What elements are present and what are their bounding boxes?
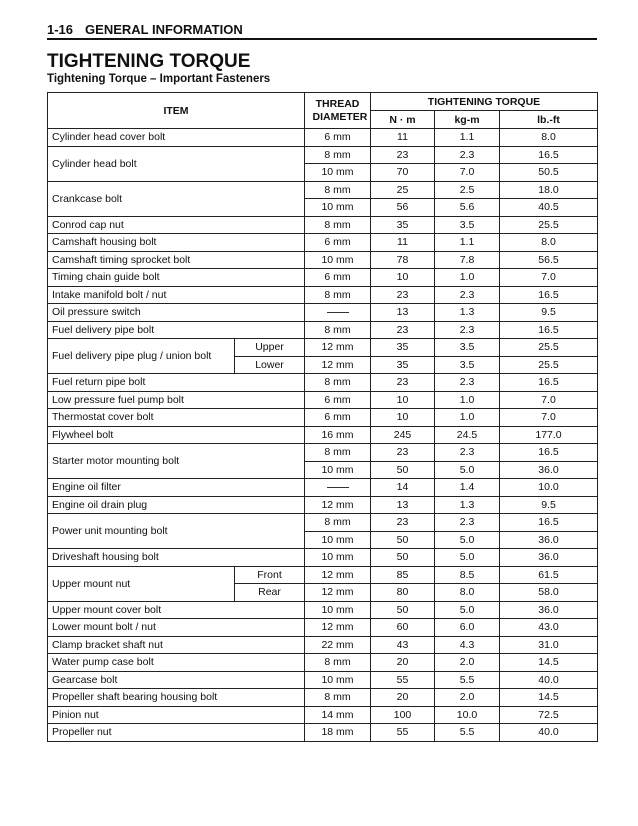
torque-lbft-cell: 8.0 [500,234,598,252]
item-cell: Water pump case bolt [48,654,305,672]
thread-cell: 18 mm [305,724,371,742]
table-row [48,251,598,269]
torque-kgm-cell: 1.1 [435,234,500,252]
item-cell: Upper mount nut [48,566,235,601]
thread-cell: 8 mm [305,514,371,532]
thread-cell: 6 mm [305,234,371,252]
torque-kgm-cell: 5.0 [435,531,500,549]
torque-nm-cell: 50 [371,601,435,619]
item-cell: Engine oil drain plug [48,496,305,514]
dash-mark [327,487,349,488]
torque-nm-cell: 85 [371,566,435,584]
torque-kgm-cell: 2.3 [435,286,500,304]
thread-cell: 22 mm [305,636,371,654]
torque-nm-cell: 11 [371,129,435,147]
torque-kgm-cell: 2.3 [435,374,500,392]
torque-lbft-cell: 50.5 [500,164,598,182]
table-row [48,671,598,689]
thread-cell: 14 mm [305,706,371,724]
item-cell: Clamp bracket shaft nut [48,636,305,654]
torque-lbft-cell: 14.5 [500,654,598,672]
page-header [47,22,597,40]
item-cell: Propeller nut [48,724,305,742]
torque-kgm-cell: 3.5 [435,216,500,234]
torque-lbft-cell: 16.5 [500,374,598,392]
item-cell: Gearcase bolt [48,671,305,689]
torque-kgm-cell: 1.1 [435,129,500,147]
torque-kgm-cell: 7.0 [435,164,500,182]
item-cell: Fuel return pipe bolt [48,374,305,392]
table-row [48,181,598,199]
table-row [48,549,598,567]
torque-kgm-cell: 2.3 [435,321,500,339]
torque-kgm-cell: 1.3 [435,304,500,322]
item-cell: Pinion nut [48,706,305,724]
thread-cell: 10 mm [305,164,371,182]
torque-nm-cell: 11 [371,234,435,252]
table-row [48,321,598,339]
table-row [48,689,598,707]
torque-nm-cell: 13 [371,304,435,322]
torque-lbft-cell: 18.0 [500,181,598,199]
header-unit-nm: N · m [371,111,435,129]
table-row [48,286,598,304]
torque-lbft-cell: 7.0 [500,269,598,287]
torque-kgm-cell: 1.3 [435,496,500,514]
torque-lbft-cell: 25.5 [500,216,598,234]
torque-lbft-cell: 56.5 [500,251,598,269]
torque-lbft-cell: 16.5 [500,286,598,304]
header-unit-kgm: kg-m [435,111,500,129]
table-row [48,409,598,427]
torque-kgm-cell: 2.5 [435,181,500,199]
thread-cell: 10 mm [305,199,371,217]
item-cell: Lower mount bolt / nut [48,619,305,637]
table-row [48,129,598,147]
thread-cell: 6 mm [305,269,371,287]
torque-nm-cell: 50 [371,549,435,567]
torque-lbft-cell: 7.0 [500,391,598,409]
thread-cell: 12 mm [305,619,371,637]
thread-cell [305,479,371,497]
torque-nm-cell: 23 [371,321,435,339]
thread-cell: 8 mm [305,374,371,392]
item-cell: Cylinder head cover bolt [48,129,305,147]
position-cell: Rear [235,584,305,602]
table-row [48,339,598,357]
item-cell: Cylinder head bolt [48,146,305,181]
torque-nm-cell: 10 [371,269,435,287]
torque-lbft-cell: 40.5 [500,199,598,217]
thread-cell: 8 mm [305,321,371,339]
thread-cell: 12 mm [305,584,371,602]
torque-kgm-cell: 5.0 [435,601,500,619]
torque-nm-cell: 23 [371,444,435,462]
torque-nm-cell: 13 [371,496,435,514]
header-thread-diameter [305,93,371,129]
torque-lbft-cell: 36.0 [500,531,598,549]
torque-nm-cell: 55 [371,671,435,689]
torque-nm-cell: 50 [371,531,435,549]
thread-cell: 12 mm [305,339,371,357]
table-row [48,234,598,252]
torque-lbft-cell: 7.0 [500,409,598,427]
thread-cell [305,304,371,322]
torque-nm-cell: 80 [371,584,435,602]
thread-cell: 10 mm [305,671,371,689]
table-row [48,304,598,322]
table-row [48,146,598,164]
torque-lbft-cell: 16.5 [500,321,598,339]
item-cell: Timing chain guide bolt [48,269,305,287]
item-cell: Power unit mounting bolt [48,514,305,549]
torque-kgm-cell: 5.5 [435,724,500,742]
thread-cell: 10 mm [305,531,371,549]
torque-nm-cell: 35 [371,356,435,374]
thread-cell: 10 mm [305,601,371,619]
item-cell: Fuel delivery pipe bolt [48,321,305,339]
page-subtitle: Tightening Torque – Important Fasteners [47,73,271,85]
torque-lbft-cell: 72.5 [500,706,598,724]
torque-kgm-cell: 2.3 [435,146,500,164]
torque-nm-cell: 10 [371,409,435,427]
item-cell: Camshaft timing sprocket bolt [48,251,305,269]
torque-nm-cell: 50 [371,461,435,479]
torque-kgm-cell: 5.6 [435,199,500,217]
thread-cell: 10 mm [305,461,371,479]
torque-table-body [48,129,598,742]
torque-nm-cell: 100 [371,706,435,724]
torque-kgm-cell: 3.5 [435,356,500,374]
torque-lbft-cell: 8.0 [500,129,598,147]
torque-kgm-cell: 8.0 [435,584,500,602]
torque-table [47,92,598,742]
torque-kgm-cell: 5.0 [435,461,500,479]
table-row [48,514,598,532]
item-cell: Propeller shaft bearing housing bolt [48,689,305,707]
table-row [48,426,598,444]
item-cell: Engine oil filter [48,479,305,497]
table-row [48,636,598,654]
thread-cell: 16 mm [305,426,371,444]
torque-nm-cell: 10 [371,391,435,409]
torque-nm-cell: 245 [371,426,435,444]
thread-cell: 8 mm [305,146,371,164]
item-cell: Low pressure fuel pump bolt [48,391,305,409]
item-cell: Oil pressure switch [48,304,305,322]
torque-kgm-cell: 2.0 [435,689,500,707]
torque-kgm-cell: 1.4 [435,479,500,497]
item-cell: Fuel delivery pipe plug / union bolt [48,339,235,374]
item-cell: Thermostat cover bolt [48,409,305,427]
item-cell: Starter motor mounting bolt [48,444,305,479]
torque-nm-cell: 43 [371,636,435,654]
page-title: TIGHTENING TORQUE [47,51,251,72]
thread-cell: 8 mm [305,689,371,707]
item-cell: Upper mount cover bolt [48,601,305,619]
table-row [48,566,598,584]
header-tightening-torque: TIGHTENING TORQUE [371,93,598,111]
torque-kgm-cell: 7.8 [435,251,500,269]
torque-nm-cell: 56 [371,199,435,217]
table-row [48,601,598,619]
torque-lbft-cell: 16.5 [500,514,598,532]
torque-nm-cell: 55 [371,724,435,742]
torque-lbft-cell: 36.0 [500,601,598,619]
table-row [48,374,598,392]
torque-nm-cell: 70 [371,164,435,182]
thread-cell: 6 mm [305,409,371,427]
torque-kgm-cell: 1.0 [435,391,500,409]
torque-lbft-cell: 16.5 [500,146,598,164]
item-cell: Flywheel bolt [48,426,305,444]
torque-lbft-cell: 61.5 [500,566,598,584]
thread-cell: 8 mm [305,444,371,462]
position-cell: Upper [235,339,305,357]
torque-lbft-cell: 177.0 [500,426,598,444]
torque-lbft-cell: 58.0 [500,584,598,602]
torque-lbft-cell: 16.5 [500,444,598,462]
torque-lbft-cell: 9.5 [500,496,598,514]
torque-nm-cell: 35 [371,339,435,357]
table-row [48,479,598,497]
torque-lbft-cell: 25.5 [500,339,598,357]
header-item: ITEM [48,93,305,129]
torque-kgm-cell: 6.0 [435,619,500,637]
table-row [48,654,598,672]
table-row [48,216,598,234]
thread-cell: 10 mm [305,549,371,567]
torque-lbft-cell: 40.0 [500,671,598,689]
torque-nm-cell: 60 [371,619,435,637]
dash-mark [327,312,349,313]
thread-cell: 8 mm [305,181,371,199]
thread-cell: 8 mm [305,286,371,304]
table-row [48,619,598,637]
torque-kgm-cell: 10.0 [435,706,500,724]
position-cell: Front [235,566,305,584]
torque-nm-cell: 23 [371,514,435,532]
torque-lbft-cell: 14.5 [500,689,598,707]
section-title: GENERAL INFORMATION [85,22,243,37]
torque-kgm-cell: 5.5 [435,671,500,689]
item-cell: Conrod cap nut [48,216,305,234]
torque-nm-cell: 35 [371,216,435,234]
torque-lbft-cell: 36.0 [500,549,598,567]
torque-lbft-cell: 10.0 [500,479,598,497]
table-row [48,724,598,742]
torque-nm-cell: 14 [371,479,435,497]
table-row [48,706,598,724]
thread-cell: 8 mm [305,654,371,672]
thread-cell: 6 mm [305,391,371,409]
torque-lbft-cell: 40.0 [500,724,598,742]
torque-lbft-cell: 36.0 [500,461,598,479]
header-unit-lbft: lb.-ft [500,111,598,129]
torque-kgm-cell: 24.5 [435,426,500,444]
position-cell: Lower [235,356,305,374]
header-thread-label: THREAD DIAMETER [312,97,368,123]
torque-nm-cell: 20 [371,689,435,707]
torque-kgm-cell: 1.0 [435,409,500,427]
torque-kgm-cell: 1.0 [435,269,500,287]
item-cell: Crankcase bolt [48,181,305,216]
table-row [48,391,598,409]
torque-kgm-cell: 4.3 [435,636,500,654]
thread-cell: 12 mm [305,356,371,374]
item-cell: Driveshaft housing bolt [48,549,305,567]
table-row [48,496,598,514]
page-number: 1-16 [47,22,74,37]
thread-cell: 10 mm [305,251,371,269]
torque-nm-cell: 23 [371,286,435,304]
torque-kgm-cell: 8.5 [435,566,500,584]
torque-nm-cell: 23 [371,146,435,164]
torque-kgm-cell: 5.0 [435,549,500,567]
table-row [48,269,598,287]
torque-kgm-cell: 2.0 [435,654,500,672]
torque-nm-cell: 23 [371,374,435,392]
item-cell: Camshaft housing bolt [48,234,305,252]
torque-lbft-cell: 25.5 [500,356,598,374]
item-cell: Intake manifold bolt / nut [48,286,305,304]
torque-lbft-cell: 9.5 [500,304,598,322]
thread-cell: 12 mm [305,496,371,514]
torque-nm-cell: 25 [371,181,435,199]
thread-cell: 12 mm [305,566,371,584]
torque-kgm-cell: 2.3 [435,514,500,532]
torque-kgm-cell: 2.3 [435,444,500,462]
torque-kgm-cell: 3.5 [435,339,500,357]
torque-nm-cell: 78 [371,251,435,269]
table-row [48,444,598,462]
torque-lbft-cell: 31.0 [500,636,598,654]
thread-cell: 8 mm [305,216,371,234]
thread-cell: 6 mm [305,129,371,147]
torque-nm-cell: 20 [371,654,435,672]
torque-lbft-cell: 43.0 [500,619,598,637]
